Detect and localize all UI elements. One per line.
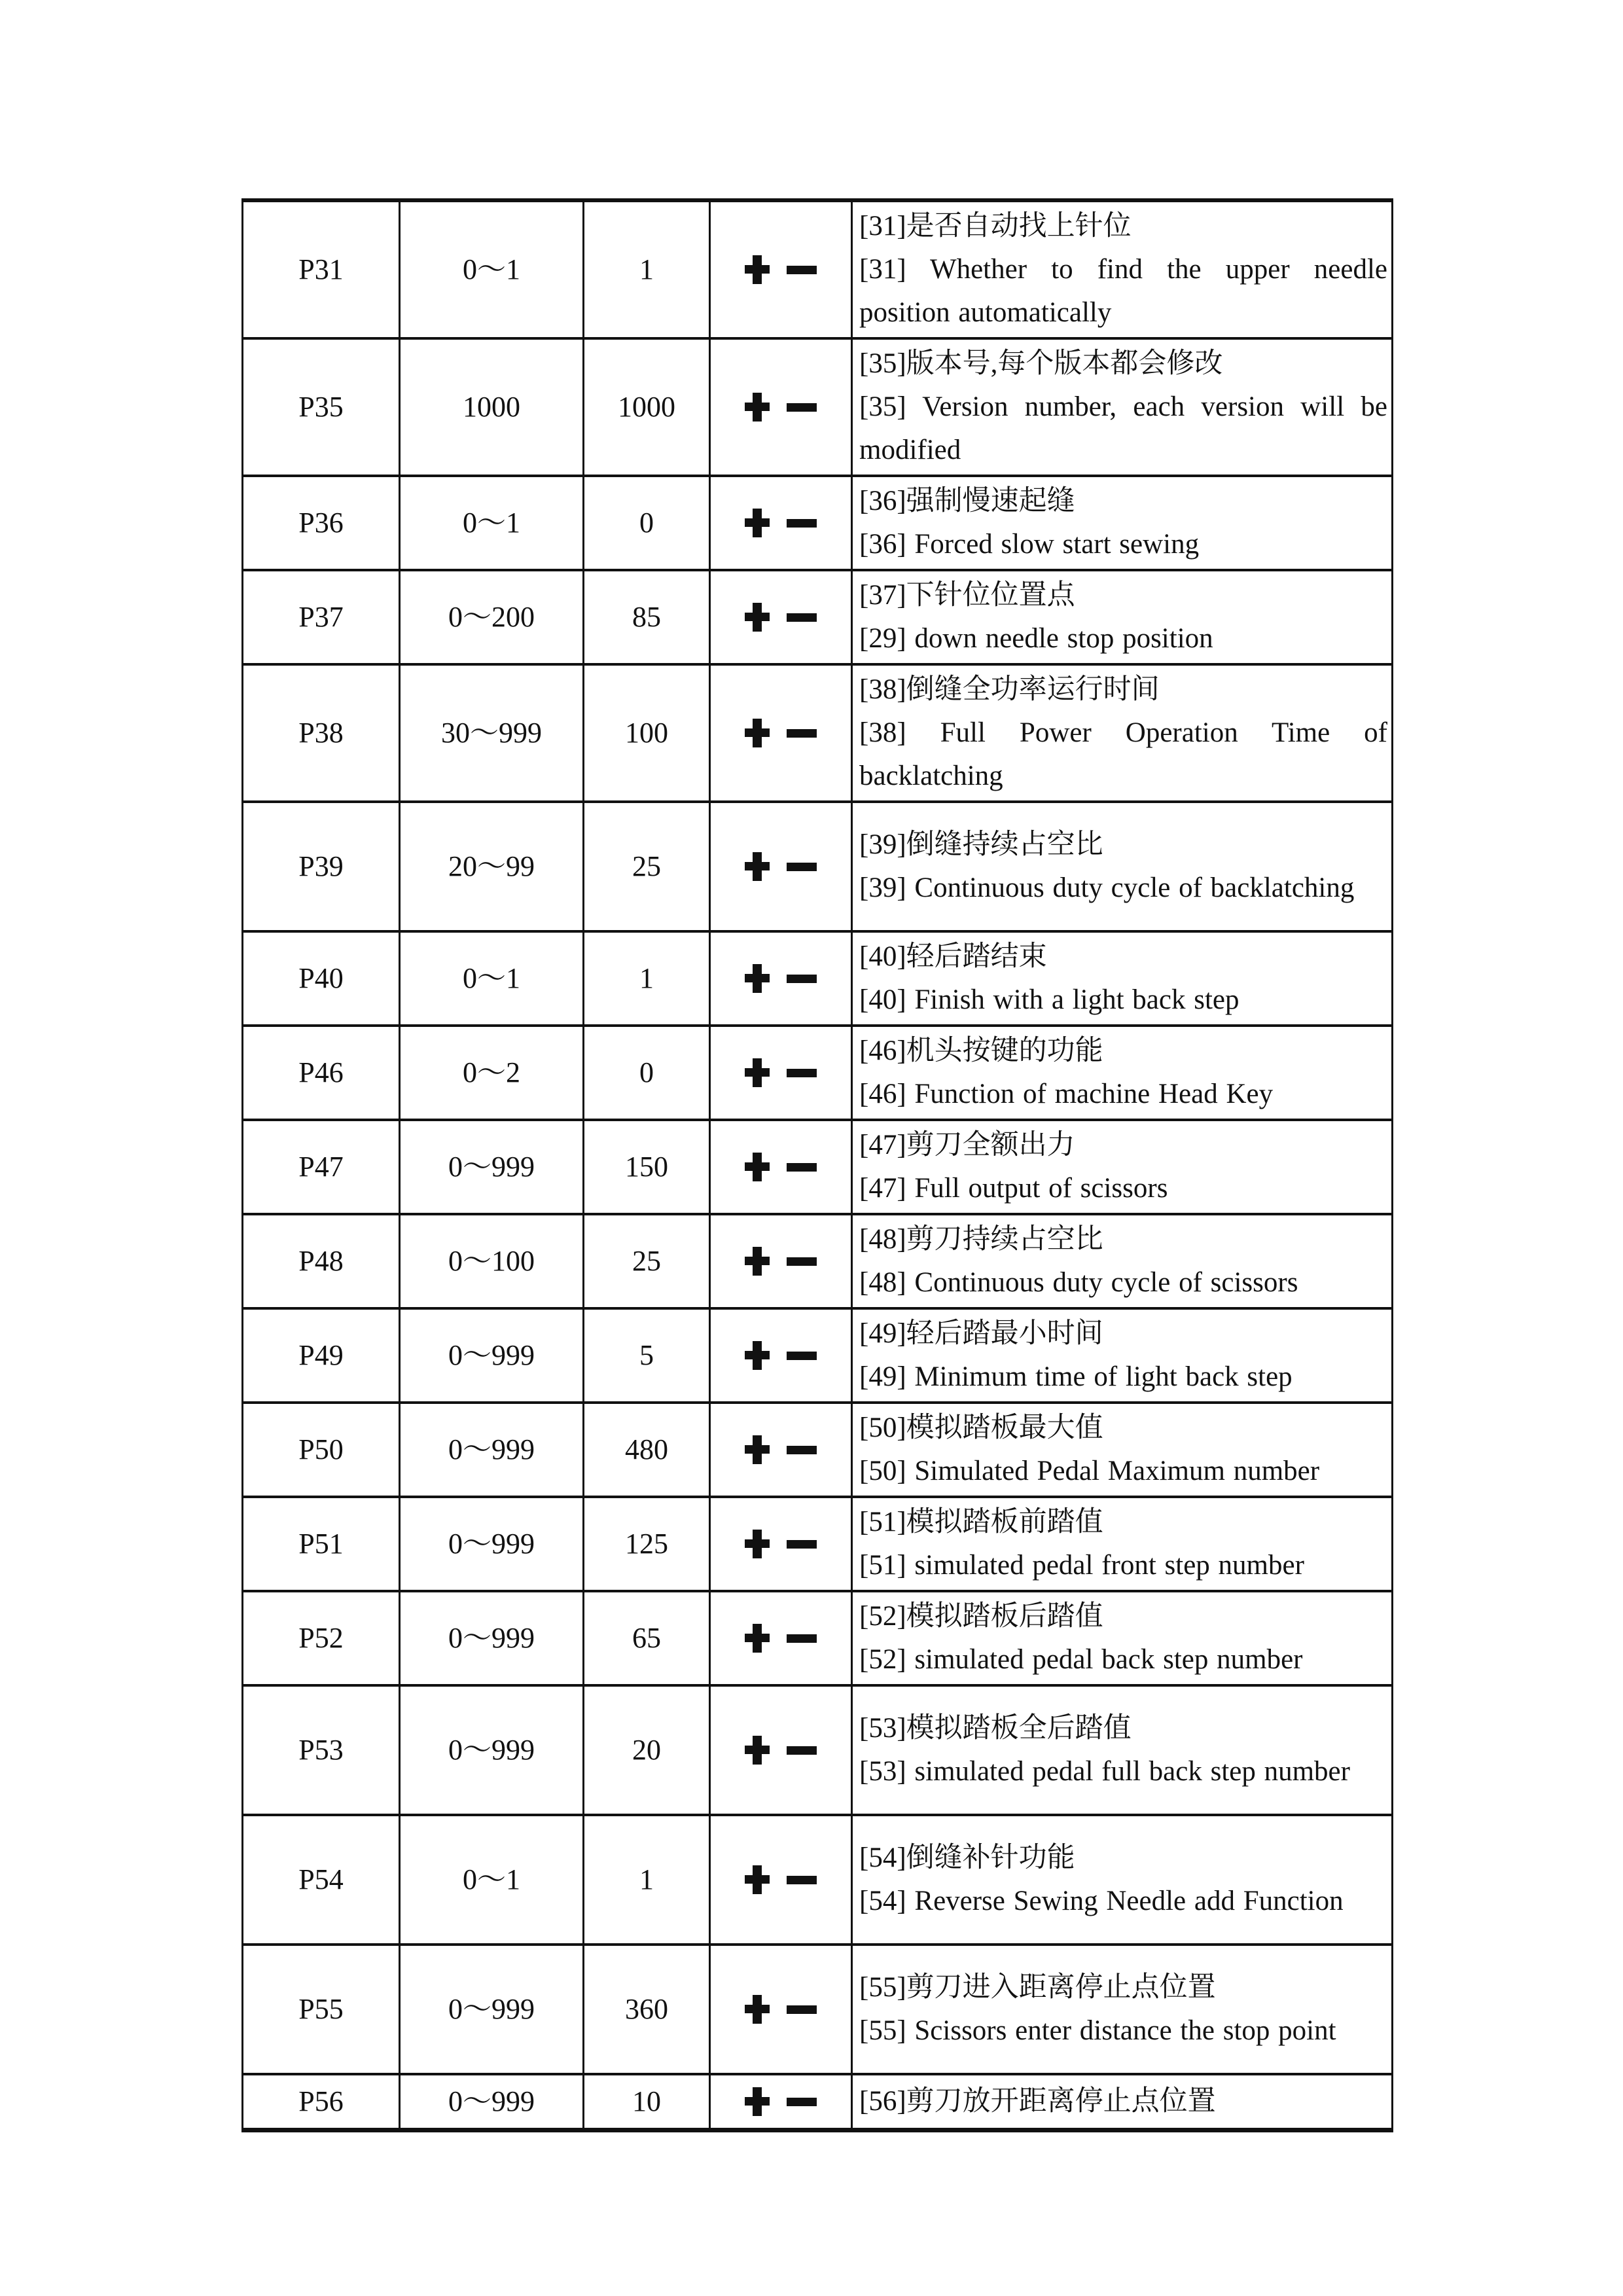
param-description <box>853 2075 1391 2128</box>
description-zh: [47]剪刀全额出力 <box>859 1130 1075 1160</box>
plus-icon[interactable] <box>745 1247 770 1276</box>
param-code: P38 <box>243 666 401 800</box>
adjust-keys-cell <box>711 1946 853 2073</box>
param-value: 85 <box>584 571 711 663</box>
table-row <box>243 2073 1391 2128</box>
description-zh: [52]模拟踏板后踏值 <box>859 1601 1103 1632</box>
description-en: [51] simulated pedal front step number <box>859 1550 1304 1581</box>
param-value: 1 <box>584 1816 711 1943</box>
param-code: P56 <box>243 2075 401 2128</box>
param-description <box>853 1687 1391 1814</box>
plus-icon[interactable] <box>745 719 770 747</box>
description-zh: [55]剪刀进入距离停止点位置 <box>859 1972 1216 2003</box>
param-description <box>853 666 1391 800</box>
param-range: 0～100 <box>401 1215 584 1307</box>
description-zh: [38]倒缝全功率运行时间 <box>859 674 1160 705</box>
plus-icon[interactable] <box>745 603 770 632</box>
description-en: [40] Finish with a light back step <box>859 984 1240 1015</box>
adjust-keys-cell <box>711 1121 853 1213</box>
adjust-keys-cell <box>711 202 853 337</box>
minus-icon[interactable] <box>787 1746 817 1755</box>
minus-icon[interactable] <box>787 2098 817 2106</box>
parameter-table <box>241 198 1393 2132</box>
param-description <box>853 1816 1391 1943</box>
description-en: [47] Full output of scissors <box>859 1173 1168 1204</box>
adjust-keys-cell <box>711 1816 853 1943</box>
table-row <box>243 1213 1391 1307</box>
table-row <box>243 569 1391 663</box>
param-description <box>853 1946 1391 2073</box>
description-zh: [53]模拟踏板全后踏值 <box>859 1713 1132 1744</box>
table-row <box>243 1119 1391 1213</box>
plus-icon[interactable] <box>745 393 770 422</box>
plus-icon[interactable] <box>745 1624 770 1653</box>
param-value: 0 <box>584 1027 711 1119</box>
param-description <box>853 477 1391 569</box>
param-value: 1 <box>584 933 711 1024</box>
param-code: P54 <box>243 1816 401 1943</box>
param-range: 0～999 <box>401 2075 584 2128</box>
minus-icon[interactable] <box>787 729 817 738</box>
param-value: 1000 <box>584 340 711 475</box>
table-row <box>243 1024 1391 1119</box>
param-code: P51 <box>243 1498 401 1590</box>
minus-icon[interactable] <box>787 863 817 871</box>
plus-icon[interactable] <box>745 509 770 537</box>
plus-icon[interactable] <box>745 1153 770 1181</box>
minus-icon[interactable] <box>787 1540 817 1549</box>
param-range: 0～1 <box>401 933 584 1024</box>
param-description <box>853 340 1391 475</box>
description-en: [39] Continuous duty cycle of backlatching <box>859 872 1355 903</box>
param-description <box>853 571 1391 663</box>
param-range: 0～2 <box>401 1027 584 1119</box>
param-value: 100 <box>584 666 711 800</box>
param-range: 0～999 <box>401 1498 584 1590</box>
plus-icon[interactable] <box>745 1865 770 1894</box>
minus-icon[interactable] <box>787 1257 817 1266</box>
table-row <box>243 1401 1391 1496</box>
plus-icon[interactable] <box>745 2087 770 2116</box>
description-zh: [50]模拟踏板最大值 <box>859 1412 1103 1443</box>
param-range: 1000 <box>401 340 584 475</box>
table-row <box>243 1496 1391 1590</box>
description-en: [31] Whether to find the upper needle position automatically <box>859 254 1387 328</box>
adjust-keys-cell <box>711 1404 853 1496</box>
plus-icon[interactable] <box>745 255 770 284</box>
plus-icon[interactable] <box>745 1530 770 1558</box>
description-zh: [51]模拟踏板前踏值 <box>859 1507 1103 1537</box>
param-range: 0～999 <box>401 1310 584 1401</box>
param-range: 0～999 <box>401 1121 584 1213</box>
description-zh: [39]倒缝持续占空比 <box>859 829 1103 860</box>
minus-icon[interactable] <box>787 403 817 412</box>
param-range: 30～999 <box>401 666 584 800</box>
param-code: P35 <box>243 340 401 475</box>
description-zh: [37]下针位位置点 <box>859 580 1075 611</box>
description-en: [49] Minimum time of light back step <box>859 1361 1293 1392</box>
description-en: [55] Scissors enter distance the stop point <box>859 2015 1336 2046</box>
param-code: P53 <box>243 1687 401 1814</box>
adjust-keys-cell <box>711 1027 853 1119</box>
description-en: [53] simulated pedal full back step number <box>859 1756 1350 1787</box>
plus-icon[interactable] <box>745 1435 770 1464</box>
table-row <box>243 1307 1391 1401</box>
table-row <box>243 800 1391 930</box>
adjust-keys-cell <box>711 1310 853 1401</box>
param-code: P52 <box>243 1592 401 1684</box>
param-value: 20 <box>584 1687 711 1814</box>
param-code: P40 <box>243 933 401 1024</box>
param-value: 10 <box>584 2075 711 2128</box>
description-zh: [49]轻后踏最小时间 <box>859 1318 1103 1349</box>
param-value: 5 <box>584 1310 711 1401</box>
param-range: 0～1 <box>401 202 584 337</box>
param-description <box>853 1121 1391 1213</box>
plus-icon[interactable] <box>745 1341 770 1370</box>
param-range: 0～200 <box>401 571 584 663</box>
adjust-keys-cell <box>711 1687 853 1814</box>
description-en: [38] Full Power Operation Time of backlatching <box>859 717 1387 791</box>
table-row <box>243 337 1391 475</box>
param-range: 0～1 <box>401 477 584 569</box>
minus-icon[interactable] <box>787 613 817 622</box>
adjust-keys-cell <box>711 1592 853 1684</box>
plus-icon[interactable] <box>745 1058 770 1087</box>
minus-icon[interactable] <box>787 266 817 274</box>
description-zh: [46]机头按键的功能 <box>859 1035 1103 1066</box>
param-description <box>853 803 1391 930</box>
table-row <box>243 1590 1391 1684</box>
minus-icon[interactable] <box>787 1634 817 1643</box>
adjust-keys-cell <box>711 1498 853 1590</box>
table-row <box>243 202 1391 337</box>
param-description <box>853 1027 1391 1119</box>
table-row <box>243 1814 1391 1943</box>
description-zh: [35]版本号,每个版本都会修改 <box>859 348 1223 379</box>
minus-icon[interactable] <box>787 1446 817 1454</box>
param-range: 0～999 <box>401 1592 584 1684</box>
plus-icon[interactable] <box>745 1995 770 2024</box>
description-en: [48] Continuous duty cycle of scissors <box>859 1267 1298 1298</box>
param-value: 25 <box>584 1215 711 1307</box>
description-en: [36] Forced slow start sewing <box>859 529 1200 560</box>
param-description <box>853 1404 1391 1496</box>
param-value: 125 <box>584 1498 711 1590</box>
param-code: P31 <box>243 202 401 337</box>
adjust-keys-cell <box>711 477 853 569</box>
minus-icon[interactable] <box>787 519 817 528</box>
adjust-keys-cell <box>711 340 853 475</box>
table-row <box>243 1684 1391 1814</box>
param-code: P36 <box>243 477 401 569</box>
adjust-keys-cell <box>711 666 853 800</box>
param-range: 0～999 <box>401 1404 584 1496</box>
param-value: 65 <box>584 1592 711 1684</box>
table-row <box>243 1943 1391 2073</box>
param-code: P48 <box>243 1215 401 1307</box>
minus-icon[interactable] <box>787 1069 817 1077</box>
adjust-keys-cell <box>711 571 853 663</box>
param-description <box>853 933 1391 1024</box>
adjust-keys-cell <box>711 2075 853 2128</box>
description-en: [35] Version number, each version will be modified <box>859 391 1387 465</box>
param-code: P55 <box>243 1946 401 2073</box>
param-code: P49 <box>243 1310 401 1401</box>
param-range: 0～1 <box>401 1816 584 1943</box>
minus-icon[interactable] <box>787 1352 817 1360</box>
param-code: P37 <box>243 571 401 663</box>
adjust-keys-cell <box>711 803 853 930</box>
table-row <box>243 475 1391 569</box>
plus-icon[interactable] <box>745 1736 770 1765</box>
description-zh: [31]是否自动找上针位 <box>859 211 1132 242</box>
description-en: [52] simulated pedal back step number <box>859 1644 1303 1675</box>
description-zh: [40]轻后踏结束 <box>859 941 1047 972</box>
description-en: [50] Simulated Pedal Maximum number <box>859 1456 1320 1486</box>
adjust-keys-cell <box>711 933 853 1024</box>
param-description <box>853 1592 1391 1684</box>
description-zh: [56]剪刀放开距离停止点位置 <box>859 2086 1216 2117</box>
param-description <box>853 1310 1391 1401</box>
param-description <box>853 1215 1391 1307</box>
param-description <box>853 202 1391 337</box>
param-value: 0 <box>584 477 711 569</box>
param-value: 360 <box>584 1946 711 2073</box>
minus-icon[interactable] <box>787 1163 817 1172</box>
param-range: 20～99 <box>401 803 584 930</box>
minus-icon[interactable] <box>787 2005 817 2014</box>
description-en: [46] Function of machine Head Key <box>859 1079 1274 1109</box>
param-code: P46 <box>243 1027 401 1119</box>
plus-icon[interactable] <box>745 852 770 881</box>
description-zh: [54]倒缝补针功能 <box>859 1842 1075 1873</box>
description-en: [29] down needle stop position <box>859 623 1213 654</box>
param-code: P39 <box>243 803 401 930</box>
param-value: 25 <box>584 803 711 930</box>
description-zh: [36]强制慢速起缝 <box>859 486 1075 516</box>
minus-icon[interactable] <box>787 975 817 983</box>
param-range: 0～999 <box>401 1946 584 2073</box>
param-value: 1 <box>584 202 711 337</box>
table-row <box>243 663 1391 800</box>
param-range: 0～999 <box>401 1687 584 1814</box>
adjust-keys-cell <box>711 1215 853 1307</box>
param-value: 480 <box>584 1404 711 1496</box>
table-row <box>243 930 1391 1024</box>
plus-icon[interactable] <box>745 964 770 993</box>
minus-icon[interactable] <box>787 1876 817 1884</box>
param-code: P47 <box>243 1121 401 1213</box>
param-code: P50 <box>243 1404 401 1496</box>
description-en: [54] Reverse Sewing Needle add Function <box>859 1886 1344 1916</box>
description-zh: [48]剪刀持续占空比 <box>859 1224 1103 1255</box>
param-description <box>853 1498 1391 1590</box>
param-value: 150 <box>584 1121 711 1213</box>
